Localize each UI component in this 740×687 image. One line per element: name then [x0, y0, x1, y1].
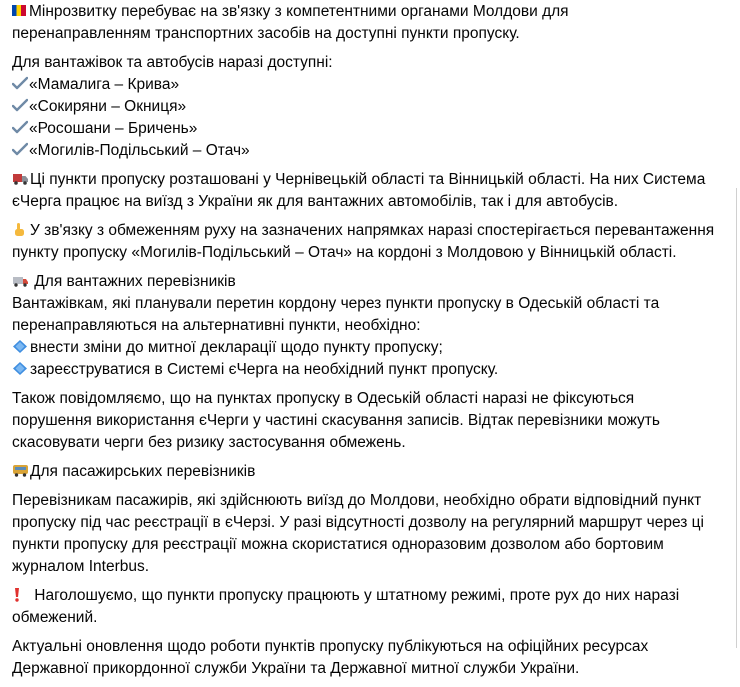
- crossing-item: «Росошани – Бричень»: [12, 118, 732, 140]
- location-line: єЧерга працює на виїзд з України як для вантажних автомобілів, так і для автобусів.: [12, 193, 619, 210]
- location-paragraph: [12, 169, 732, 213]
- emphasis-line: обмежений.: [12, 609, 98, 626]
- also-line: порушення використання єЧерги у частині скасування записів. Відтак перевізники можуть: [12, 412, 660, 429]
- moldova-flag-icon: [12, 5, 26, 16]
- passenger-line: пропуску під час реєстрації в єЧерзі. У разі відсутності дозволу на регулярний маршрут через ці: [12, 514, 704, 531]
- intro-paragraph: [12, 1, 732, 45]
- congestion-line: пункту пропуску «Могилів-Подільський – Отач» на кордоні з Молдовою у Вінницькій області.: [12, 244, 677, 261]
- cargo-line: Вантажівкам, які планували перетин кордону через пункти пропуску в Одеській області та: [12, 295, 660, 312]
- updates-line: Державної прикордонної служби України та Державної митної служби України.: [12, 660, 580, 677]
- crossing-item: «Мамалига – Крива»: [12, 74, 732, 96]
- check-mark-icon: [12, 120, 28, 135]
- check-mark-icon: [12, 98, 28, 113]
- updates-line: Актуальні оновлення щодо роботи пунктів пропуску публікуються на офіційних ресурсах: [12, 638, 649, 655]
- updates-paragraph: [12, 636, 732, 680]
- passenger-heading: Для пасажирських перевізників: [30, 463, 256, 480]
- also-paragraph: [12, 388, 732, 454]
- check-mark-icon: [12, 142, 28, 157]
- passenger-heading-paragraph: [12, 461, 732, 483]
- crossings-paragraph: [12, 52, 732, 162]
- crossing-item: «Могилів-Подільський – Отач»: [12, 140, 732, 162]
- blue-diamond-icon: [12, 339, 29, 354]
- congestion-paragraph: [12, 220, 732, 264]
- cargo-step: внести зміни до митної декларації щодо пункту пропуску;: [12, 337, 732, 359]
- passenger-paragraph: [12, 490, 732, 578]
- also-line: скасовувати черги без ризику застосування обмежень.: [12, 434, 406, 451]
- scrollbar[interactable]: [736, 188, 737, 648]
- passenger-line: журналом Interbus.: [12, 558, 150, 575]
- check-mark-icon: [12, 76, 28, 91]
- cargo-paragraph: [12, 271, 732, 381]
- intro-line: Мінрозвитку перебуває на зв'язку з компетентними органами Молдови для: [29, 3, 569, 20]
- exclamation-icon: [12, 587, 29, 602]
- cargo-line: перенаправляються на альтернативні пункти, необхідно:: [12, 317, 421, 334]
- blue-diamond-icon: [12, 361, 29, 376]
- delivery-truck-icon: [12, 273, 29, 288]
- passenger-line: пункти пропуску для реєстрації можна скористатися одноразовим дозволом або бортовим: [12, 536, 664, 553]
- available-heading: Для вантажівок та автобусів наразі доступні:: [12, 54, 333, 71]
- crossing-item: «Сокиряни – Окниця»: [12, 96, 732, 118]
- truck-icon: [12, 171, 29, 186]
- cargo-step: зареєструватися в Системі єЧерга на необхідний пункт пропуску.: [12, 359, 732, 381]
- pointing-up-icon: [12, 222, 29, 237]
- bus-icon: [12, 463, 29, 478]
- location-line: Ці пункти пропуску розташовані у Чернівецькій області та Вінницькій області. На них Система: [30, 171, 706, 188]
- emphasis-line: Наголошуємо, що пункти пропуску працюють у штатному режимі, проте рух до них наразі: [30, 587, 680, 604]
- passenger-line: Перевізникам пасажирів, які здійснюють виїзд до Молдови, необхідно обрати відповідний пункт: [12, 492, 702, 509]
- intro-line: перенаправленням транспортних засобів на доступні пункти пропуску.: [12, 25, 520, 42]
- also-line: Також повідомляємо, що на пунктах пропуску в Одеській області наразі не фіксуються: [12, 390, 635, 407]
- congestion-line: У зв'язку з обмеженням руху на зазначених напрямках наразі спостерігається перевантаження: [30, 222, 715, 239]
- emphasis-paragraph: [12, 585, 732, 629]
- post-body: [12, 1, 732, 687]
- cargo-heading: Для вантажних перевізників: [30, 273, 236, 290]
